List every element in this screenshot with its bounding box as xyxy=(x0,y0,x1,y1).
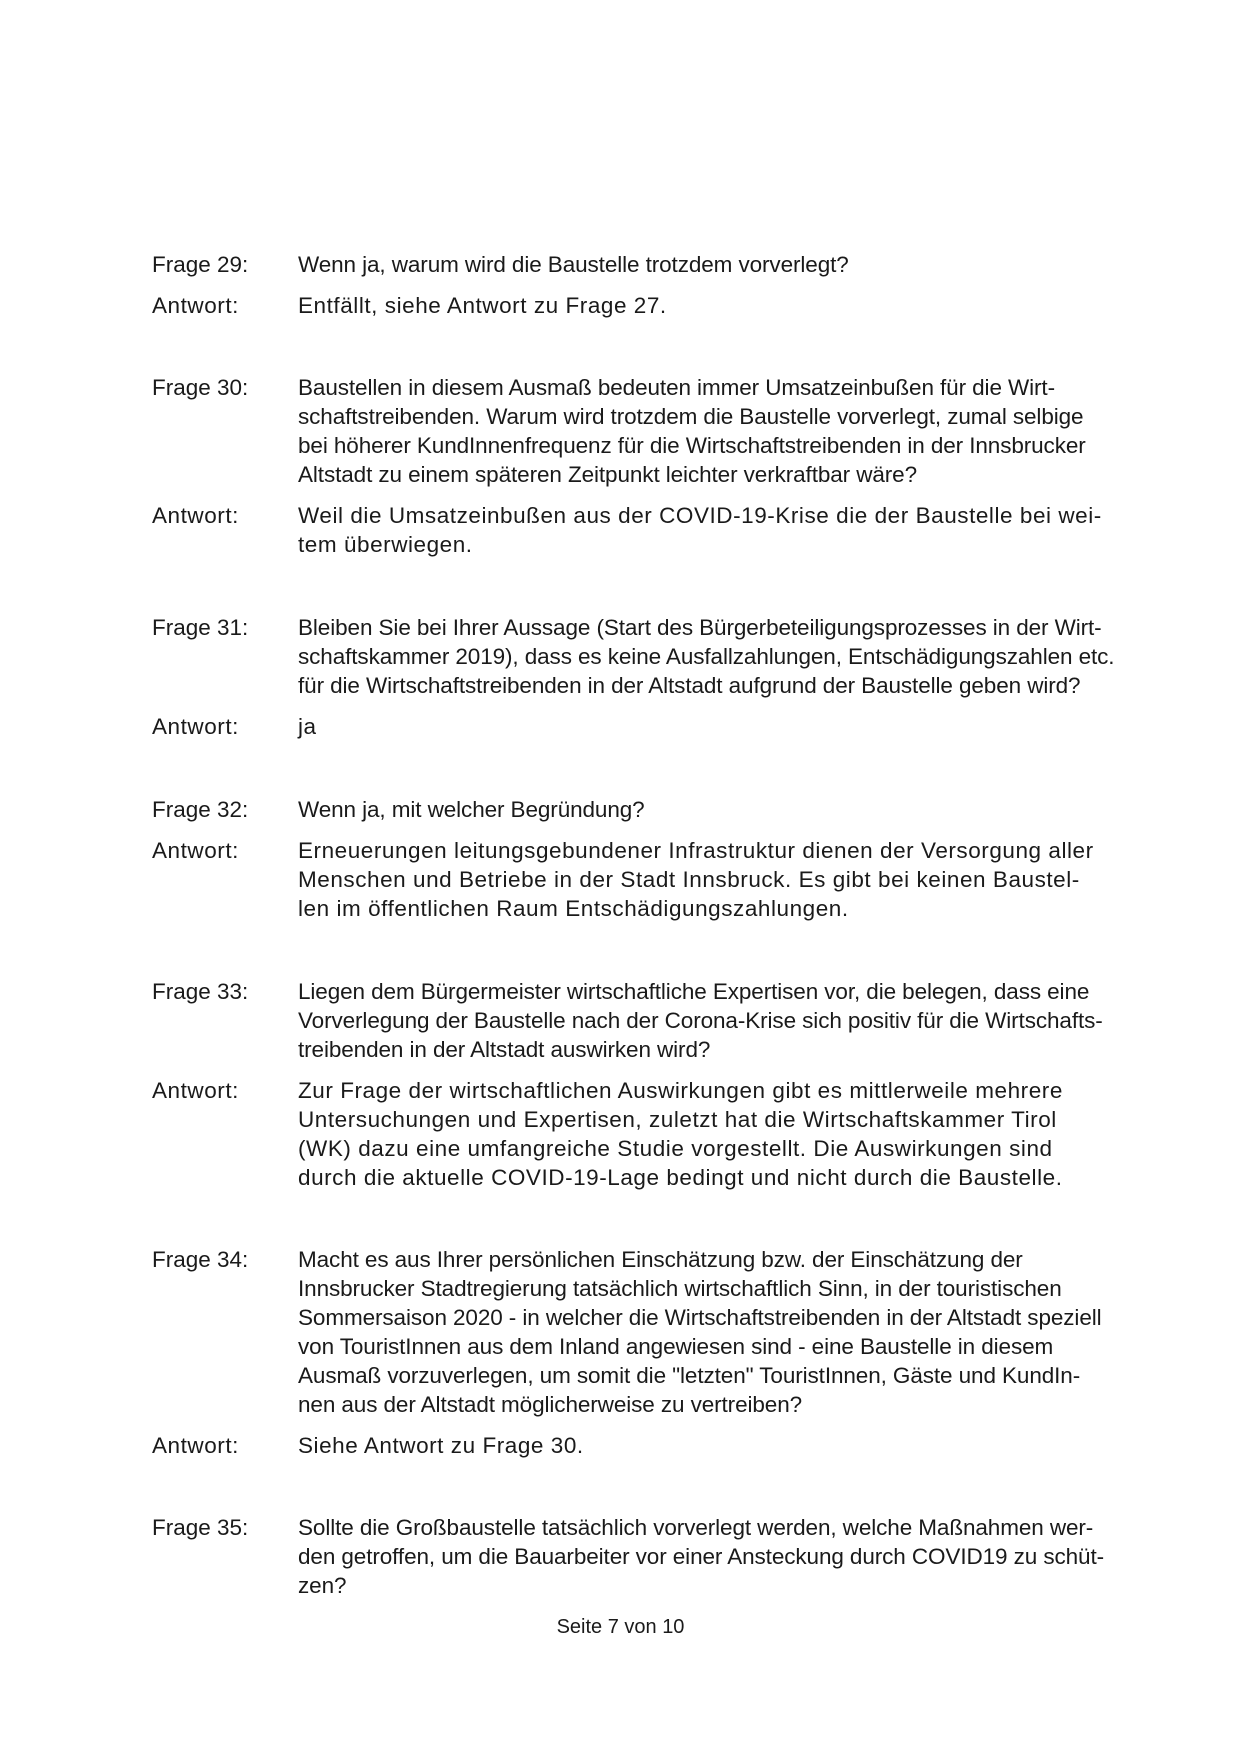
question-line: bei höherer KundInnenfrequenz für die Wirtschaftstreibenden in der Innsbrucker xyxy=(298,433,1086,458)
question-line: Altstadt zu einem späteren Zeitpunkt leichter verkraftbar wäre? xyxy=(298,462,917,487)
answer-text xyxy=(298,291,1142,320)
question-text xyxy=(298,250,1142,279)
question-line: Sommersaison 2020 - in welcher die Wirtschaftstreibenden in der Altstadt speziell xyxy=(298,1305,1102,1330)
answer-line: Zur Frage der wirtschaftlichen Auswirkungen gibt es mittlerweile mehrere xyxy=(298,1078,1063,1103)
question-row xyxy=(152,1245,1142,1419)
answer-line: Entfällt, siehe Antwort zu Frage 27. xyxy=(298,293,667,318)
answer-row xyxy=(152,291,1142,320)
question-line: zen? xyxy=(298,1573,347,1598)
question-text xyxy=(298,977,1142,1064)
qa-block-33 xyxy=(152,977,1142,1192)
answer-text xyxy=(298,501,1142,559)
question-line: Ausmaß vorzuverlegen, um somit die "letzten" TouristInnen, Gäste und KundIn- xyxy=(298,1363,1081,1388)
question-line: Baustellen in diesem Ausmaß bedeuten immer Umsatzeinbußen für die Wirt- xyxy=(298,375,1055,400)
question-line: Vorverlegung der Baustelle nach der Corona-Krise sich positiv für die Wirtschafts- xyxy=(298,1008,1103,1033)
question-line: Innsbrucker Stadtregierung tatsächlich wirtschaftlich Sinn, in der touristischen xyxy=(298,1276,1062,1301)
question-line: schaftstreibenden. Warum wird trotzdem die Baustelle vorverlegt, zumal selbige xyxy=(298,404,1084,429)
question-text xyxy=(298,1245,1142,1419)
answer-row xyxy=(152,836,1142,923)
answer-row xyxy=(152,1076,1142,1192)
question-text xyxy=(298,1513,1142,1600)
question-line: Macht es aus Ihrer persönlichen Einschätzung bzw. der Einschätzung der xyxy=(298,1247,1023,1272)
question-line: nen aus der Altstadt möglicherweise zu vertreiben? xyxy=(298,1392,803,1417)
answer-label: Antwort: xyxy=(152,1078,239,1103)
qa-block-34 xyxy=(152,1245,1142,1460)
question-row xyxy=(152,613,1142,700)
qa-block-32 xyxy=(152,795,1142,923)
answer-line: Weil die Umsatzeinbußen aus der COVID-19-Krise die der Baustelle bei wei- xyxy=(298,503,1102,528)
question-row xyxy=(152,1513,1142,1600)
answer-line: Erneuerungen leitungsgebundener Infrastruktur dienen der Versorgung aller xyxy=(298,838,1094,863)
question-label: Frage 31: xyxy=(152,615,249,640)
answer-line: tem überwiegen. xyxy=(298,532,473,557)
answer-row xyxy=(152,501,1142,559)
answer-line: Siehe Antwort zu Frage 30. xyxy=(298,1433,584,1458)
question-line: treibenden in der Altstadt auswirken wird? xyxy=(298,1037,711,1062)
question-line: Liegen dem Bürgermeister wirtschaftliche Expertisen vor, die belegen, dass eine xyxy=(298,979,1090,1004)
answer-line: ja xyxy=(298,714,317,739)
answer-label: Antwort: xyxy=(152,1433,239,1458)
answer-text xyxy=(298,1076,1142,1192)
page-number: Seite 7 von 10 xyxy=(556,1616,685,1638)
answer-label: Antwort: xyxy=(152,838,239,863)
question-line: Sollte die Großbaustelle tatsächlich vorverlegt werden, welche Maßnahmen wer- xyxy=(298,1515,1094,1540)
question-line: Wenn ja, mit welcher Begründung? xyxy=(298,797,645,822)
answer-line: Untersuchungen und Expertisen, zuletzt hat die Wirtschaftskammer Tirol xyxy=(298,1107,1057,1132)
answer-text xyxy=(298,836,1142,923)
answer-line: (WK) dazu eine umfangreiche Studie vorgestellt. Die Auswirkungen sind xyxy=(298,1136,1053,1161)
answer-line: Menschen und Betriebe in der Stadt Innsbruck. Es gibt bei keinen Baustel- xyxy=(298,867,1080,892)
qa-block-31 xyxy=(152,613,1142,741)
question-line: schaftskammer 2019), dass es keine Ausfallzahlungen, Entschädigungszahlen etc. xyxy=(298,644,1115,669)
question-line: den getroffen, um die Bauarbeiter vor einer Ansteckung durch COVID19 zu schüt- xyxy=(298,1544,1104,1569)
qa-block-35 xyxy=(152,1513,1142,1600)
question-label: Frage 32: xyxy=(152,797,249,822)
page-footer xyxy=(0,1614,1241,1640)
question-line: Wenn ja, warum wird die Baustelle trotzdem vorverlegt? xyxy=(298,252,849,277)
question-row xyxy=(152,977,1142,1064)
answer-label: Antwort: xyxy=(152,714,239,739)
answer-line: durch die aktuelle COVID-19-Lage bedingt und nicht durch die Baustelle. xyxy=(298,1165,1063,1190)
question-line: Bleiben Sie bei Ihrer Aussage (Start des Bürgerbeteiligungsprozesses in der Wirt- xyxy=(298,615,1102,640)
question-row xyxy=(152,795,1142,824)
question-text xyxy=(298,795,1142,824)
answer-text xyxy=(298,712,1142,741)
question-label: Frage 35: xyxy=(152,1515,249,1540)
question-row xyxy=(152,250,1142,279)
question-text xyxy=(298,373,1142,489)
answer-line: len im öffentlichen Raum Entschädigungszahlungen. xyxy=(298,896,849,921)
question-line: von TouristInnen aus dem Inland angewiesen sind - eine Baustelle in diesem xyxy=(298,1334,1054,1359)
answer-text xyxy=(298,1431,1142,1460)
question-label: Frage 33: xyxy=(152,979,249,1004)
answer-row xyxy=(152,1431,1142,1460)
question-label: Frage 29: xyxy=(152,252,249,277)
question-row xyxy=(152,373,1142,489)
answer-label: Antwort: xyxy=(152,293,239,318)
question-label: Frage 30: xyxy=(152,375,249,400)
answer-row xyxy=(152,712,1142,741)
question-text xyxy=(298,613,1142,700)
qa-block-30 xyxy=(152,373,1142,559)
question-line: für die Wirtschaftstreibenden in der Altstadt aufgrund der Baustelle geben wird? xyxy=(298,673,1081,698)
qa-block-29 xyxy=(152,250,1142,320)
question-label: Frage 34: xyxy=(152,1247,249,1272)
answer-label: Antwort: xyxy=(152,503,239,528)
